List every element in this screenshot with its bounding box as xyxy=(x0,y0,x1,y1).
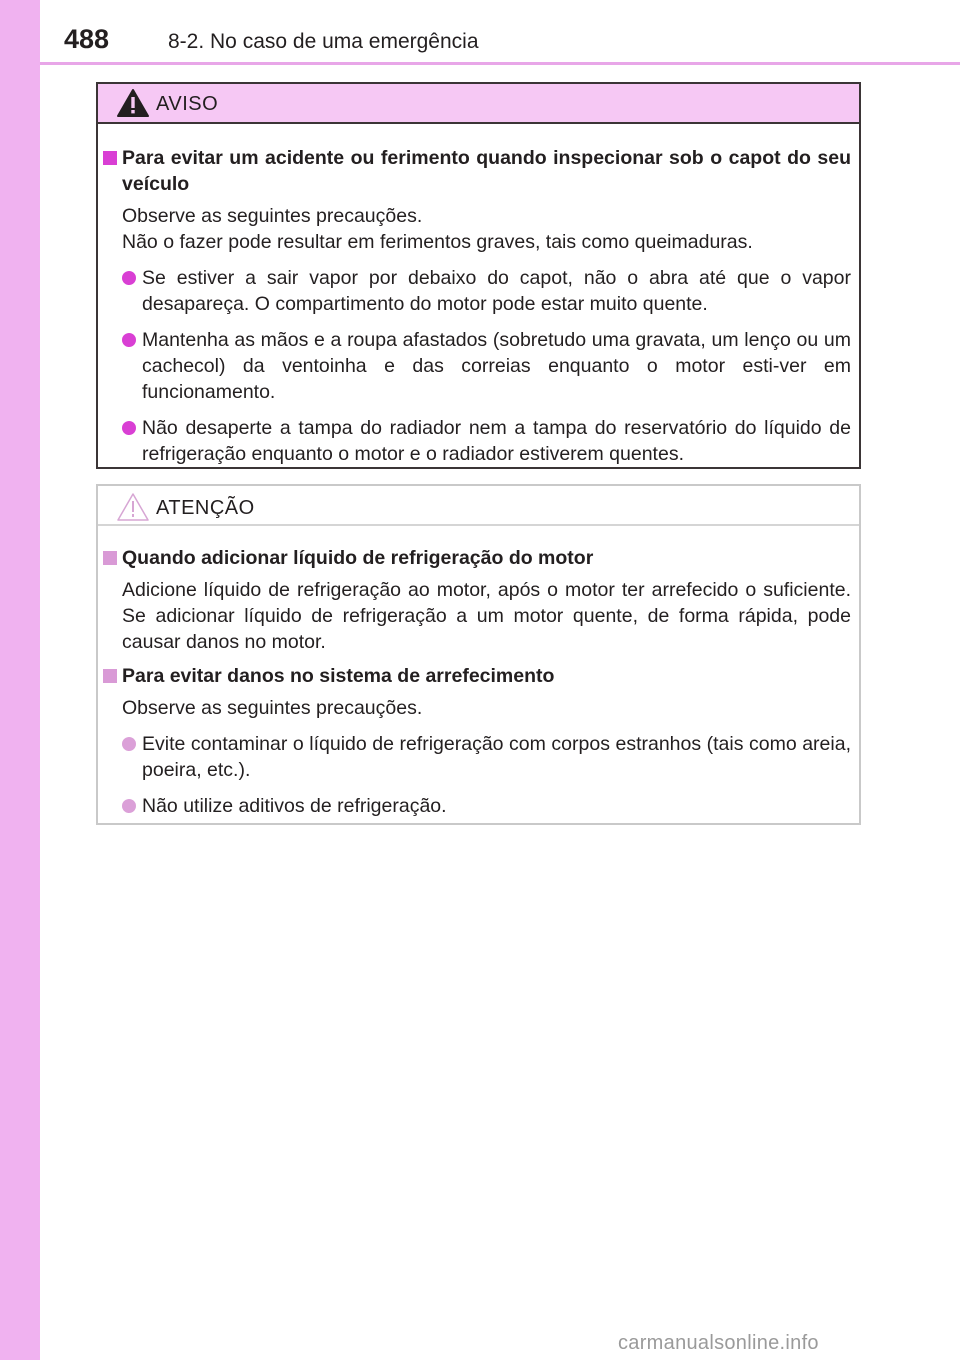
aviso-intro xyxy=(122,203,851,255)
list-item-text: Não utilize aditivos de refrigeração. xyxy=(142,795,447,817)
list-item xyxy=(122,415,851,467)
list-item-text: Se estiver a sair vapor por debaixo do capot, não o abra até que o vapor desapareça. O compartimento do motor pode estar muito quente. xyxy=(142,267,851,315)
aviso-intro-line: Observe as seguintes precauções. xyxy=(122,205,423,227)
list-item xyxy=(122,793,851,819)
aviso-body xyxy=(98,124,859,467)
aviso-warning-box xyxy=(96,82,861,469)
atencao-section2-text: Observe as seguintes precauções. xyxy=(122,697,423,719)
round-bullet-icon xyxy=(122,737,136,751)
list-item-text: Mantenha as mãos e a roupa afastados (sobretudo uma gravata, um lenço ou um cachecol) da ventoinha e das correias enquanto o motor esti-ver em funcionamento. xyxy=(142,329,851,403)
round-bullet-icon xyxy=(122,333,136,347)
section-title: 8-2. No caso de uma emergência xyxy=(168,30,479,53)
atencao-heading-2 xyxy=(122,663,851,689)
atencao-body xyxy=(98,526,859,819)
square-bullet-icon xyxy=(103,669,117,683)
aviso-header xyxy=(98,84,859,124)
atencao-heading-1-text: Quando adicionar líquido de refrigeração do motor xyxy=(122,547,594,569)
atencao-heading-2-text: Para evitar danos no sistema de arrefecimento xyxy=(122,665,555,687)
list-item-text: Não desaperte a tampa do radiador nem a tampa do reservatório do líquido de refrigeração enquanto o motor e o radiador estiverem quentes. xyxy=(142,417,851,465)
side-color-band xyxy=(0,0,40,1360)
aviso-heading-text: Para evitar um acidente ou ferimento quando inspecionar sob o capot do seu veículo xyxy=(122,147,851,195)
warning-triangle-filled-icon xyxy=(116,88,150,118)
aviso-bullet-list xyxy=(122,265,851,467)
atencao-section1-text: Adicione líquido de refrigeração ao motor, após o motor ter arrefecido o suficiente. Se adicionar líquido de refrigeração a um motor quente, de forma rápida, pode causar danos no motor. xyxy=(122,579,851,653)
atencao-heading-1 xyxy=(122,545,851,571)
aviso-heading xyxy=(122,145,851,197)
atencao-bullet-list xyxy=(122,731,851,819)
atencao-label: ATENÇÃO xyxy=(156,497,255,519)
square-bullet-icon xyxy=(103,551,117,565)
list-item-text: Evite contaminar o líquido de refrigeração com corpos estranhos (tais como areia, poeira, etc.). xyxy=(142,733,851,781)
square-bullet-icon xyxy=(103,151,117,165)
caution-triangle-outline-icon xyxy=(116,492,150,522)
atencao-header xyxy=(98,486,859,526)
round-bullet-icon xyxy=(122,799,136,813)
list-item xyxy=(122,265,851,317)
aviso-label: AVISO xyxy=(156,93,219,115)
watermark: carmanualsonline.info xyxy=(618,1332,819,1354)
atencao-caution-box xyxy=(96,484,861,825)
page-number: 488 xyxy=(64,24,110,54)
round-bullet-icon xyxy=(122,421,136,435)
list-item xyxy=(122,731,851,783)
aviso-intro-line: Não o fazer pode resultar em ferimentos graves, tais como queimaduras. xyxy=(122,231,753,253)
header-rule xyxy=(40,62,960,65)
round-bullet-icon xyxy=(122,271,136,285)
list-item xyxy=(122,327,851,405)
